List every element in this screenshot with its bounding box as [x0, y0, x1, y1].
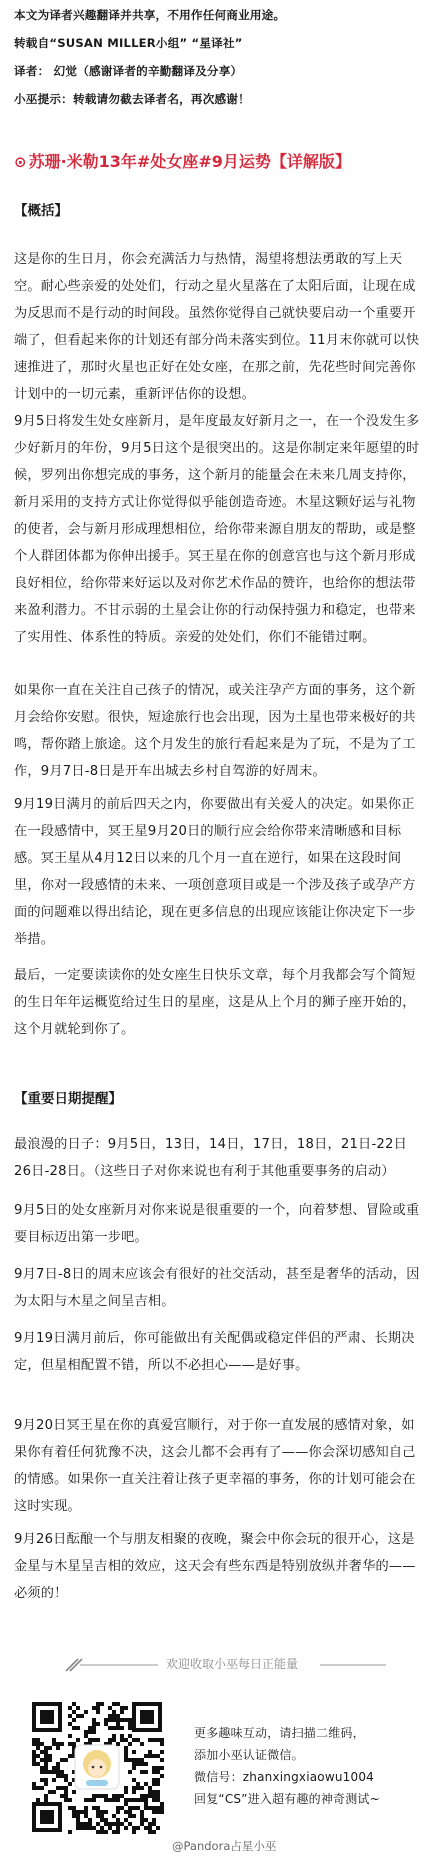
dates-paragraph-3: 9月7日-8日的周末应该会有很好的社交活动，甚至是奢华的活动，因为太阳与木星之间呈吉相。 [14, 1267, 420, 1309]
qr-line-3: 微信号：zhanxingxiaowu1004 [194, 1770, 375, 1784]
qr-instructions [194, 1722, 424, 1810]
qr-line-4: 回复“CS”进入超有趣的神奇测试~ [194, 1792, 380, 1806]
footer-divider [60, 1651, 390, 1675]
notice-block [14, 4, 422, 111]
qr-line-1: 更多趣味互动，请扫描二维码， [194, 1726, 365, 1740]
qr-code-icon [30, 1700, 164, 1834]
article-title [14, 149, 422, 175]
dates-paragraph-2: 9月5日的处女座新月对你来说是很重要的一个，向着梦想、冒险或重要目标迈出第一步吧。 [14, 1203, 420, 1245]
overview-heading: 【概括】 [14, 203, 68, 219]
watermark: @Pandora占星小巫 [172, 1839, 277, 1853]
article-title-text: 苏珊·米勒13年#处女座#9月运势【详解版】 [28, 152, 351, 171]
notice-line-4: 小巫提示：转载请勿截去译者名，再次感谢！ [14, 92, 250, 106]
overview-paragraph-1: 这是你的生日月，你会充满活力与热情，渴望将想法勇敢的写上天空。耐心些亲爱的处处们，行动之星火星落在了太阳后面，让现在成为反思而不是行动的时间段。虽然你觉得自己就快要启动一个重要开端了，但看起来你的计划还有部分尚未落实到位。11月末你就可以快速推进了，那时火星也正好在处女座，在那之前，先花些时间完善你计划中的一切元素，重新评估你的设想。 [14, 252, 420, 402]
overview-paragraph-4: 9月19日满月的前后四天之内，你要做出有关爱人的决定。如果你正在一段感情中，冥王星9月20日的顺行应会给你带来清晰感和目标感。冥王星从4月12日以来的几个月一直在逆行，如果在这段时间里，你对一段感情的未来、一项创意项目或是一个涉及孩子或孕产方面的问题难以得出结论，现在更多信息的出现应该能让你决定下一步举措。 [14, 797, 416, 947]
overview-paragraph-2: 9月5日将发生处女座新月，是年度最友好新月之一，在一个没发生多少好新月的年份，9月5日这个是很突出的。这是你制定来年愿望的时候，罗列出你想完成的事务，这个新月的能量会在未来几周支持你，新月采用的支持方式让你觉得似乎能创造奇迹。木星这颗好运与礼物的使者，会与新月形成理想相位，给你带来源自朋友的帮助，或是整个人群团体都为你伸出援手。冥王星在你的创意宫也与这个新月形成良好相位，给你带来好运以及对你艺术作品的赞许，也给你的想法带来盈利潜力。不甘示弱的土星会让你的行动保持强力和稳定，也带来了实用性、体系性的特质。亲爱的处处们，你们不能错过啊。 [14, 414, 420, 645]
dates-paragraph-4: 9月19日满月前后，你可能做出有关配偶或稳定伴侣的严肃、长期决定，但星相配置不错，所以不必担心——是好事。 [14, 1331, 415, 1373]
qr-code [30, 1700, 164, 1834]
overview-paragraph-5: 最后，一定要读读你的处女座生日快乐文章，每个月我都会写个简短的生日年年运概览给过生日的星座，这是从上个月的狮子座开始的，这个月就轮到你了。 [14, 968, 416, 1037]
qr-line-2: 添加小巫认证微信。 [194, 1748, 304, 1762]
dates-heading: 【重要日期提醒】 [14, 1091, 122, 1107]
overview-paragraph-3: 如果你一直在关注自己孩子的情况，或关注孕产方面的事务，这个新月会给你安慰。很快，短途旅行也会出现，因为土星也带来极好的共鸣，帮你踏上旅途。这个月发生的旅行看起来是为了玩，不是为了工作，9月7日-8日是开车出城去乡村自驾游的好周末。 [14, 683, 416, 779]
notice-line-2: 转载自“SUSAN MILLER小组” “星译社” [14, 36, 243, 50]
notice-line-1: 本文为译者兴趣翻译并共享，不用作任何商业用途。 [14, 8, 286, 22]
notice-line-3: 译者： 幻觉（感谢译者的辛勤翻译及分享） [14, 64, 243, 78]
dates-paragraph-1: 最浪漫的日子：9月5日，13日，14日，17日，18日，21日-22日 26日-28日。（这些日子对你来说也有利于其他重要事务的启动） [14, 1137, 407, 1179]
footer-divider-text: 欢迎收取小巫每日正能量 [166, 1657, 299, 1671]
target-circle-icon: ⊙ [14, 153, 27, 171]
dates-paragraph-6: 9月26日酝酿一个与朋友相聚的夜晚，聚会中你会玩的很开心，这是金星与木星呈吉相的效应，这天会有些东西是特别放纵并奢华的——必须的！ [14, 1532, 416, 1601]
dates-paragraph-5: 9月20日冥王星在你的真爱宫顺行，对于你一直发展的感情对象，如果你有着任何犹豫不决，这会儿都不会再有了——你会深切感知自己的情感。如果你一直关注着让孩子更幸福的事务，你的计划可能会在这时实现。 [14, 1418, 416, 1514]
